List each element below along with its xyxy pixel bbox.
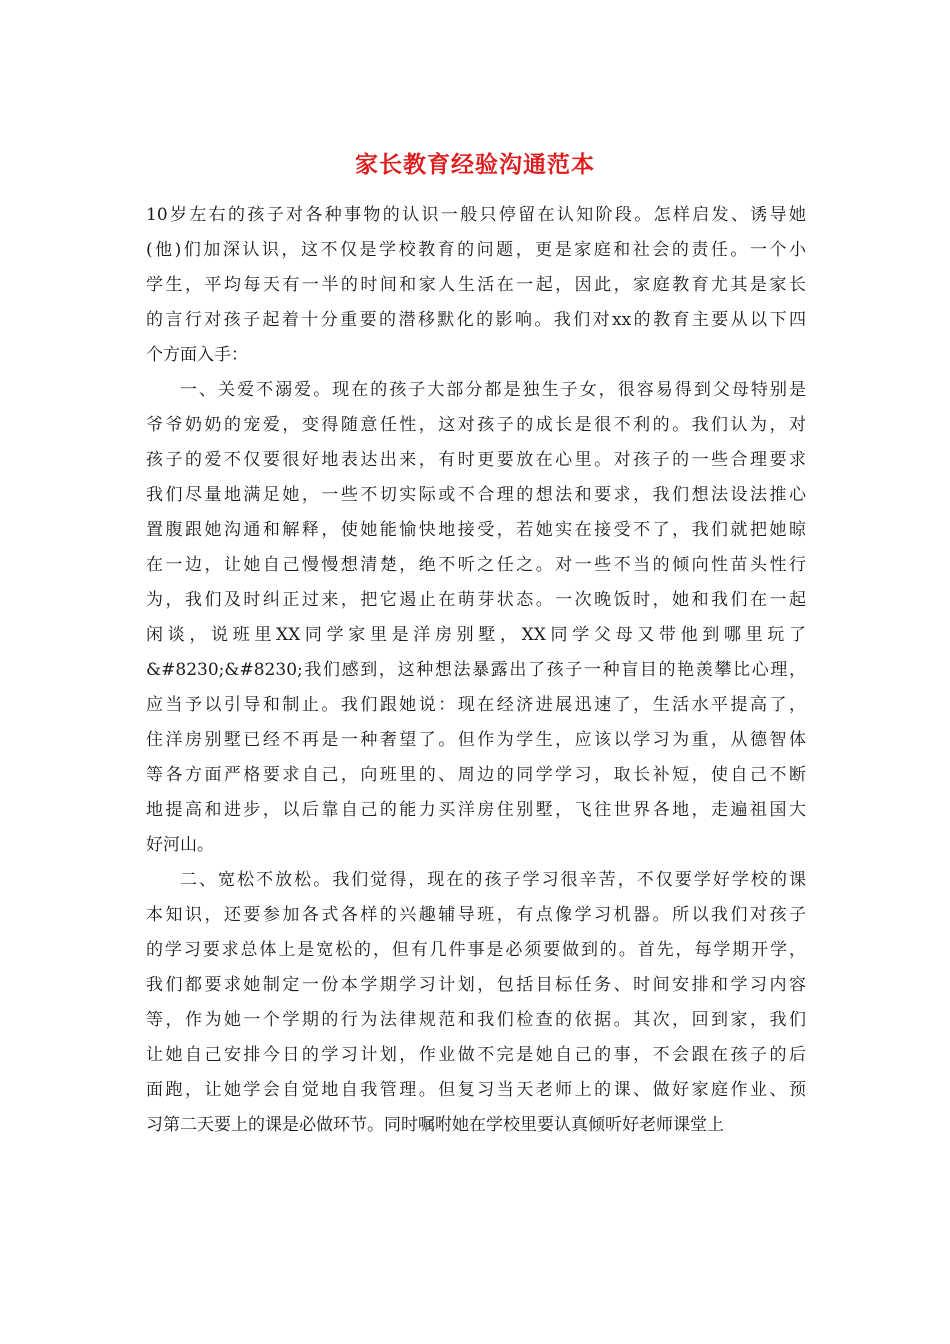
text-line: 的言行对孩子起着十分重要的潜移默化的影响。我们对xx的教育主要从以下四 bbox=[146, 310, 806, 330]
text-line: 置腹跟她沟通和解释，使她能愉快地接受，若她实在接受不了，我们就把她晾 bbox=[146, 520, 806, 540]
paragraph bbox=[146, 373, 806, 863]
text-line: 我们尽量地满足她，一些不切实际或不合理的想法和要求，我们想法设法推心 bbox=[146, 485, 806, 505]
text-line: 应当予以引导和制止。我们跟她说：现在经济进展迅速了，生活水平提高了， bbox=[146, 695, 806, 715]
text-line: 个方面入手： bbox=[146, 345, 248, 365]
text-line: 爷爷奶奶的宠爱，变得随意任性，这对孩子的成长是很不利的。我们认为，对 bbox=[146, 415, 806, 435]
text-line: 地提高和进步，以后靠自己的能力买洋房住别墅，飞往世界各地，走遍祖国大 bbox=[146, 800, 806, 820]
text-line: 在一边，让她自己慢慢想清楚，绝不听之任之。对一些不当的倾向性苗头性行 bbox=[146, 555, 806, 575]
document-title: 家长教育经验沟通范本 bbox=[355, 151, 595, 178]
text-line: 让她自己安排今日的学习计划，作业做不完是她自己的事，不会跟在孩子的后 bbox=[146, 1045, 806, 1065]
text-line: 10岁左右的孩子对各种事物的认识一般只停留在认知阶段。怎样启发、诱导她 bbox=[146, 205, 806, 225]
text-line: 习第二天要上的课是必做环节。同时嘱咐她在学校里要认真倾听好老师课堂上 bbox=[146, 1115, 724, 1135]
text-line: 等，作为她一个学期的行为法律规范和我们检查的依据。其次，回到家，我们 bbox=[146, 1010, 806, 1030]
text-line: 住洋房别墅已经不再是一种奢望了。但作为学生，应该以学习为重，从德智体 bbox=[146, 730, 806, 750]
paragraph bbox=[146, 863, 806, 1143]
text-line: 孩子的爱不仅要很好地表达出来，有时更要放在心里。对孩子的一些合理要求 bbox=[146, 450, 806, 470]
text-line: 一、关爱不溺爱。现在的孩子大部分都是独生子女，很容易得到父母特别是 bbox=[180, 380, 806, 400]
text-line: 等各方面严格要求自己，向班里的、周边的同学学习，取长补短，使自己不断 bbox=[146, 765, 806, 785]
text-line: 本知识，还要参加各式各样的兴趣辅导班，有点像学习机器。所以我们对孩子 bbox=[146, 905, 806, 925]
text-line: 学生，平均每天有一半的时间和家人生活在一起，因此，家庭教育尤其是家长 bbox=[146, 275, 806, 295]
text-line: 的学习要求总体上是宽松的，但有几件事是必须要做到的。首先，每学期开学， bbox=[146, 940, 806, 960]
text-line: 为，我们及时纠正过来，把它遏止在萌芽状态。一次晚饭时，她和我们在一起 bbox=[146, 590, 806, 610]
text-line: &#8230;&#8230;我们感到，这种想法暴露出了孩子一种盲目的艳羡攀比心理， bbox=[146, 660, 806, 680]
text-line: 面跑，让她学会自觉地自我管理。但复习当天老师上的课、做好家庭作业、预 bbox=[146, 1080, 806, 1100]
text-line: 好河山。 bbox=[146, 835, 214, 855]
text-line: 闲谈，说班里XX同学家里是洋房别墅，XX同学父母又带他到哪里玩了 bbox=[146, 625, 806, 645]
text-line: 我们都要求她制定一份本学期学习计划，包括目标任务、时间安排和学习内容 bbox=[146, 975, 806, 995]
document-body bbox=[146, 198, 806, 1143]
text-line: (他)们加深认识，这不仅是学校教育的问题，更是家庭和社会的责任。一个小 bbox=[146, 240, 806, 260]
text-line: 二、宽松不放松。我们觉得，现在的孩子学习很辛苦，不仅要学好学校的课 bbox=[180, 870, 806, 890]
paragraph bbox=[146, 198, 806, 373]
